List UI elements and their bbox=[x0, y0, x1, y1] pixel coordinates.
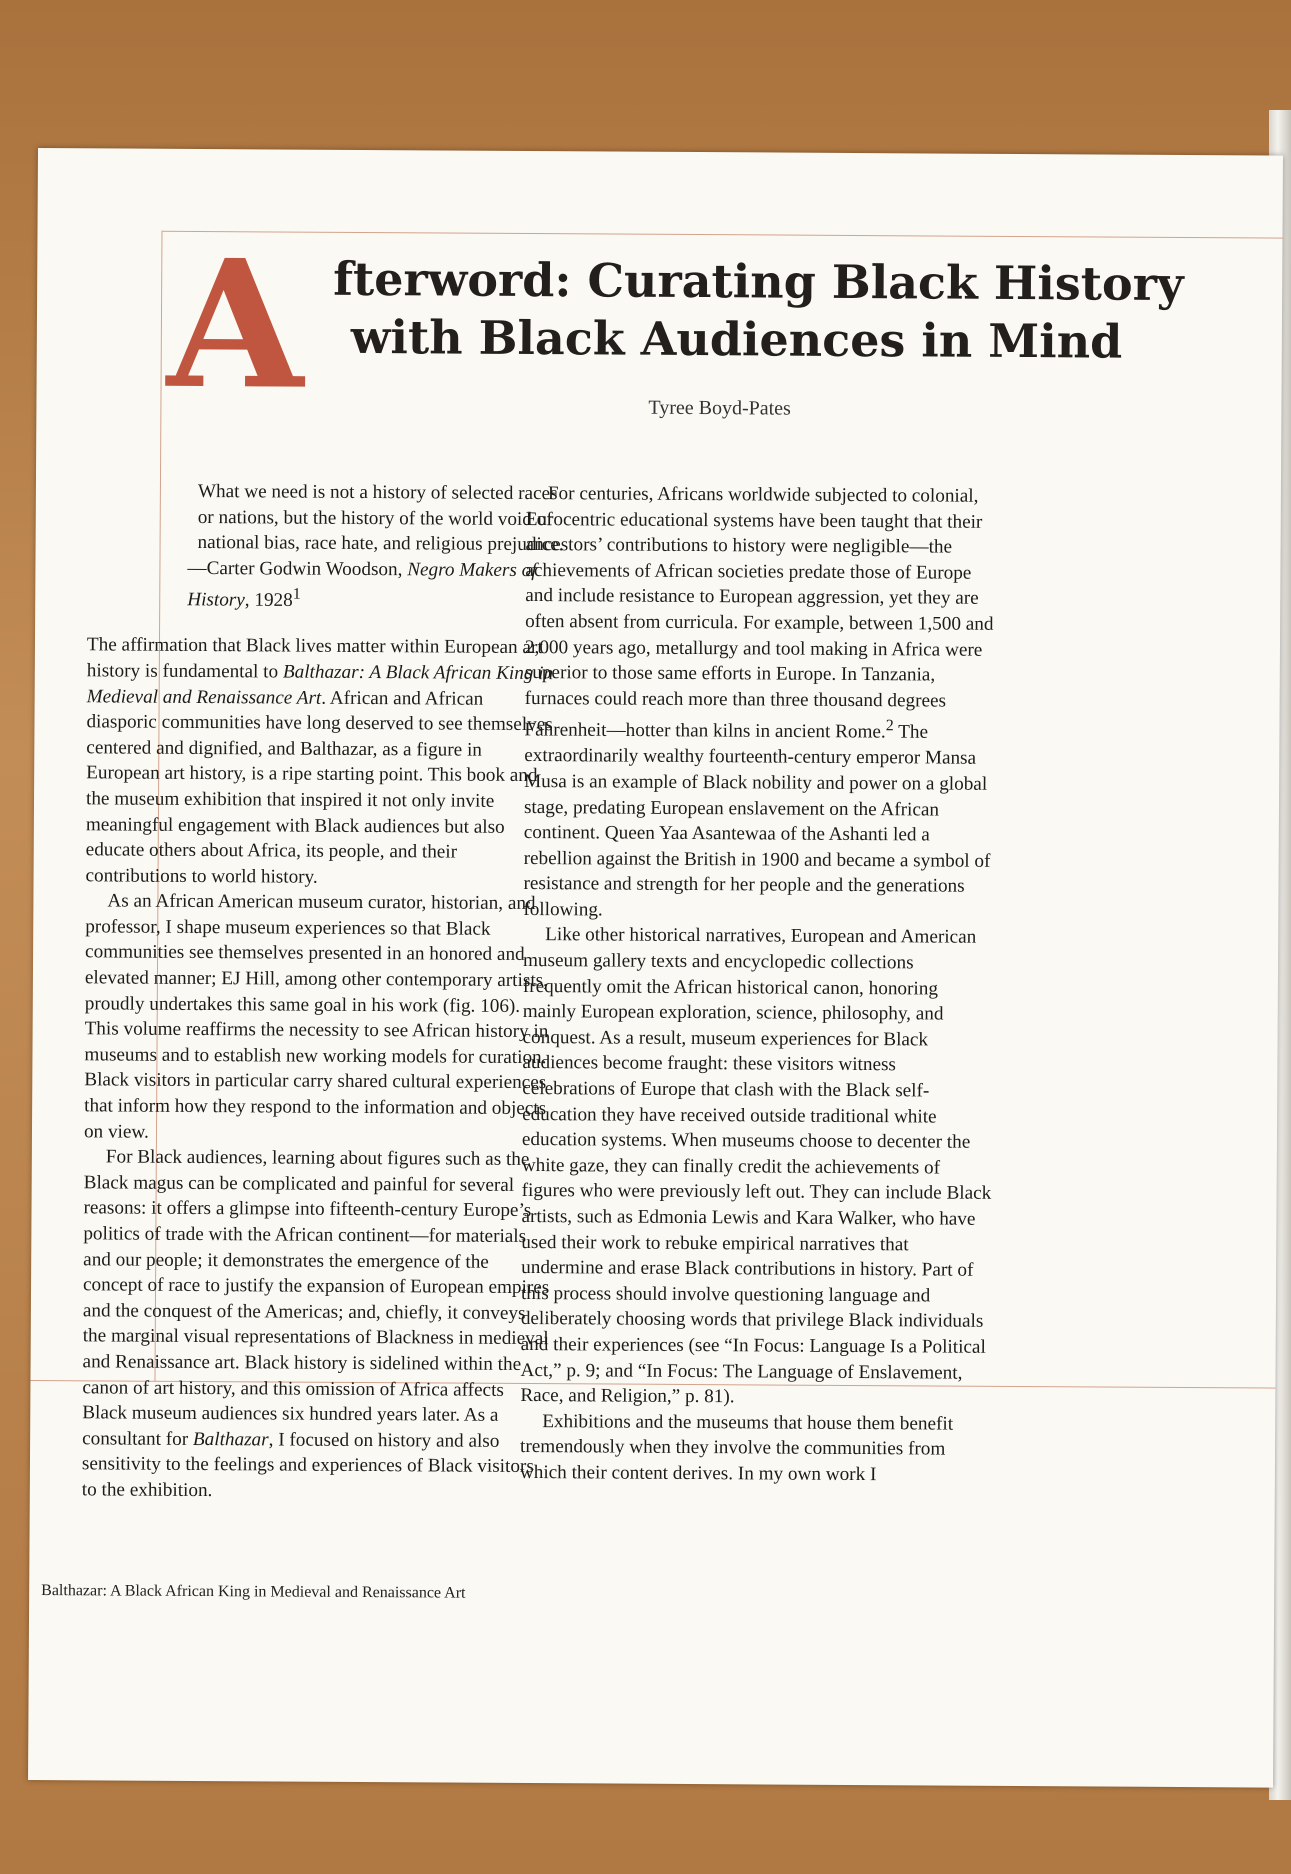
paragraph bbox=[82, 1145, 554, 1506]
attribution-prefix: —Carter Godwin Woodson, bbox=[187, 557, 408, 581]
epigraph-attribution bbox=[187, 556, 577, 616]
drop-cap: A bbox=[166, 220, 305, 429]
paragraph: Exhibitions and the museums that house them benefit tremendously when they involve the communities from which their content derives. In my own work I bbox=[519, 1410, 954, 1486]
book-title: Balthazar bbox=[192, 1428, 269, 1451]
title-line-1: fterword: Curating Black History bbox=[333, 251, 1184, 312]
paragraph-text: . African and African diasporic communities have long deserved to see themselves centered and dignified, and Balthazar, as a figure in European art history, is a ripe starting point. This book and the museum exhibition that inspired it not only invite meaningful engagement with Black audiences but also educate others about Africa, its people, and their contributions to world history. bbox=[85, 687, 553, 888]
author-name: Tyree Boyd-Pates bbox=[648, 396, 791, 420]
paragraph-text: , I focused on history and also sensitivity to the feelings and experiences of Black visitors to the exhibition. bbox=[81, 1429, 534, 1502]
paragraph bbox=[85, 633, 557, 892]
book-page bbox=[28, 148, 1283, 1788]
paragraph bbox=[523, 481, 996, 925]
epigraph bbox=[187, 479, 578, 616]
paragraph: Like other historical narratives, European and American museum gallery texts and encyclopedic collections frequently omit the African historical canon, honoring mainly European exploration, science, philosophy, and conquest. As a result, museum experiences for Black audiences become fraught: these visitors witness celebrations of Europe that clash with the Black self-education they have received outside traditional white education systems. When museums choose to decenter the white gaze, they can finally credit the achievements of figures who were previously left out. They can include Black artists, such as Edmonia Lewis and Kara Walker, who have used their work to rebuke empirical narratives that undermine and erase Black contributions in history. Part of this process should involve questioning language and deliberately choosing words that privilege Black individuals and their experiences (see “In Focus: Language Is a Political Act,” p. 9; and “In Focus: The Language of Enslavement, Race, and Religion,” p. 81). bbox=[520, 924, 992, 1408]
book-title: Balthazar: A Black African King in Medieval and Renaissance Art bbox=[86, 661, 554, 709]
right-column bbox=[520, 481, 996, 1488]
footnote-ref: 1 bbox=[292, 585, 301, 603]
chapter-title bbox=[333, 250, 1234, 371]
paragraph: As an African American museum curator, historian, and professor, I shape museum experiences so that Black communities see themselves presented in an honored and elevated manner; EJ Hill, among other contemporary artists, proudly undertakes this same goal in his work (fig. 106). This volume reaffirms the necessity to see African history in museums and to establish new working models for curation. Black visitors in particular carry shared cultural experiences that inform how they respond to the information and objects on view. bbox=[83, 890, 549, 1143]
epigraph-quote: What we need is not a history of selected races or nations, but the history of the world void of national bias, race hate, and religious prejudice. bbox=[197, 480, 564, 556]
footnote-ref: 2 bbox=[885, 717, 894, 735]
running-footer: Balthazar: A Black African King in Medieval and Renaissance Art bbox=[41, 1582, 466, 1602]
left-column bbox=[81, 478, 564, 1505]
title-line-2: with Black Audiences in Mind bbox=[350, 309, 1123, 369]
paragraph-text: The affirmation that Black lives matter within European art history is fundamental to bbox=[86, 634, 543, 683]
paragraph-text: The extraordinarily wealthy fourteenth-century emperor Mansa Musa is an example of Black nobility and power on a global stage, predating European enslavement on the African continent. Queen Yaa Asantewaa of the Ashanti led a rebellion against the British in 1900 and became a symbol of resistance and strength for her people and the generations following. bbox=[523, 721, 991, 921]
attribution-title: Negro Makers of History bbox=[187, 559, 537, 612]
paragraph-text: For Black audiences, learning about figures such as the Black magus can be complicated and painful for several reasons: it offers a glimpse into fifteenth-century Europe’s politics of trade with the African continent—for materials and our people; it demonstrates the emergence of the concept of race to justify the expansion of European empires and the conquest of the Americas; and, chiefly, it conveys the marginal visual representations of Blackness in medieval and Renaissance art. Black history is sidelined within the canon of art history, and this omission of Africa affects Black museum audiences six hundred years later. As a consultant for bbox=[82, 1146, 550, 1450]
paragraph-text: For centuries, Africans worldwide subjected to colonial, Eurocentric educational systems have been taught that their ancestors’ contributions to history were negligible—the achievements of African societies predate those of Europe and include resistance to European aggression, yet they are often absent from curricula. For example, between 1,500 and 2,000 years ago, metallurgy and tool making in Africa were superior to those same efforts in Europe. In Tanzania, furnaces could reach more than three thousand degrees Fahrenheit—hotter than kilns in ancient Rome. bbox=[524, 483, 994, 743]
attribution-year: , 1928 bbox=[244, 590, 293, 612]
